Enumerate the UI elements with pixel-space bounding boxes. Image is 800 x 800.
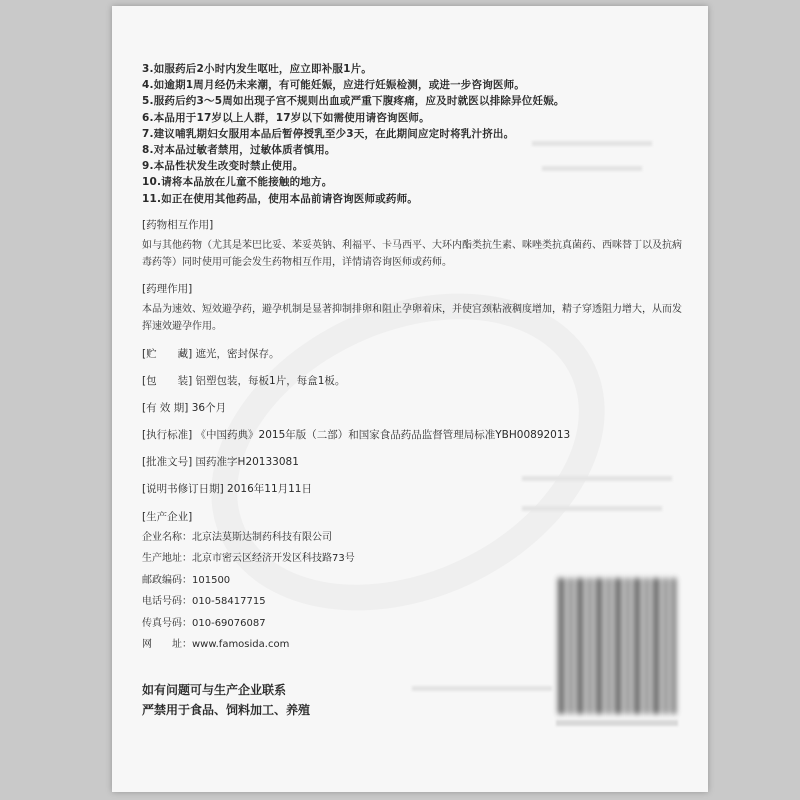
warning-item: 5.服药后约3～5周如出现子宫不规则出血或严重下腹疼痛，应及时就医以排除异位妊娠。 bbox=[142, 95, 565, 108]
company-value: 北京市密云区经济开发区科技路73号 bbox=[192, 553, 355, 565]
field-label: [说明书修订日期] bbox=[142, 482, 224, 495]
contact-line: 如有问题可与生产企业联系 bbox=[142, 682, 287, 697]
interaction-text: 如与其他药物（尤其是苯巴比妥、苯妥英钠、利福平、卡马西平、大环内酯类抗生素、咪唑类抗真菌药、西咪替丁以及抗病毒药等）同时使用可能会发生药物相互作用，详情请咨询医师或药师。 bbox=[142, 239, 682, 268]
field-label: [执行标准] bbox=[142, 428, 193, 441]
warning-item: 3.如服药后2小时内发生呕吐，应立即补服1片。 bbox=[142, 63, 373, 75]
expiry-field bbox=[142, 400, 690, 416]
company-label: 传真号码： bbox=[142, 617, 192, 629]
field-value: 铝塑包装，每板1片，每盒1板。 bbox=[195, 374, 346, 387]
warning-item: 10.请将本品放在儿童不能接触的地方。 bbox=[142, 176, 333, 189]
field-label: [有 效 期] bbox=[142, 401, 189, 414]
warnings-list bbox=[142, 61, 690, 207]
pharmacology-text: 本品为速效、短效避孕药，避孕机制是显著抑制排卵和阻止孕卵着床，并使宫颈粘液稠度增加，精子穿透阻力增大，从而发挥速效避孕作用。 bbox=[142, 303, 682, 332]
warning-item: 8.对本品过敏者禁用，过敏体质者慎用。 bbox=[142, 144, 336, 157]
field-value: 国药准字H20133081 bbox=[195, 455, 299, 468]
warning-item: 7.建议哺乳期妇女服用本品后暂停授乳至少3天，在此期间应定时将乳汁挤出。 bbox=[142, 127, 515, 140]
company-row bbox=[142, 529, 690, 547]
company-label: 邮政编码： bbox=[142, 574, 192, 586]
company-value: 101500 bbox=[192, 574, 231, 586]
company-label: 生产地址： bbox=[142, 553, 192, 565]
qr-caption-blurred bbox=[556, 720, 678, 726]
leaflet-sheet bbox=[112, 6, 708, 792]
contact-line: 严禁用于食品、饲料加工、养殖 bbox=[142, 702, 311, 717]
package-field bbox=[142, 373, 690, 389]
warning-item: 6.本品用于17岁以上人群，17岁以下如需使用请咨询医师。 bbox=[142, 111, 430, 124]
revision-date-field bbox=[142, 481, 690, 497]
field-value: 2016年11月11日 bbox=[227, 482, 312, 495]
field-value: 《中国药典》2015年版（二部）和国家食品药品监督管理局标准YBH00892013 bbox=[195, 428, 571, 441]
company-label: 网 址： bbox=[142, 639, 192, 651]
approval-field bbox=[142, 454, 690, 470]
standard-field bbox=[142, 427, 690, 443]
field-label: [贮 藏] bbox=[142, 347, 193, 360]
company-value: www.famosida.com bbox=[192, 639, 290, 651]
company-label: 企业名称： bbox=[142, 531, 192, 543]
warning-item: 4.如逾期1周月经仍未来潮，有可能妊娠，应进行妊娠检测，或进一步咨询医师。 bbox=[142, 79, 525, 92]
field-label: [包 装] bbox=[142, 374, 193, 387]
company-label: 电话号码： bbox=[142, 596, 192, 608]
qr-code-blurred bbox=[558, 578, 676, 714]
storage-field bbox=[142, 346, 690, 362]
interaction-heading: [药物相互作用] bbox=[142, 218, 214, 231]
pharmacology-heading: [药理作用] bbox=[142, 282, 193, 295]
field-value: 36个月 bbox=[191, 401, 227, 414]
field-value: 遮光，密封保存。 bbox=[195, 347, 280, 360]
company-value: 北京法莫斯达制药科技有限公司 bbox=[192, 531, 332, 543]
company-heading: [生产企业] bbox=[142, 510, 193, 523]
field-label: [批准文号] bbox=[142, 455, 193, 468]
warning-item: 11.如正在使用其他药品，使用本品前请咨询医师或药师。 bbox=[142, 192, 418, 205]
company-row bbox=[142, 550, 690, 568]
warning-item: 9.本品性状发生改变时禁止使用。 bbox=[142, 160, 304, 173]
company-value: 010-58417715 bbox=[192, 596, 266, 608]
company-value: 010-69076087 bbox=[192, 617, 266, 629]
